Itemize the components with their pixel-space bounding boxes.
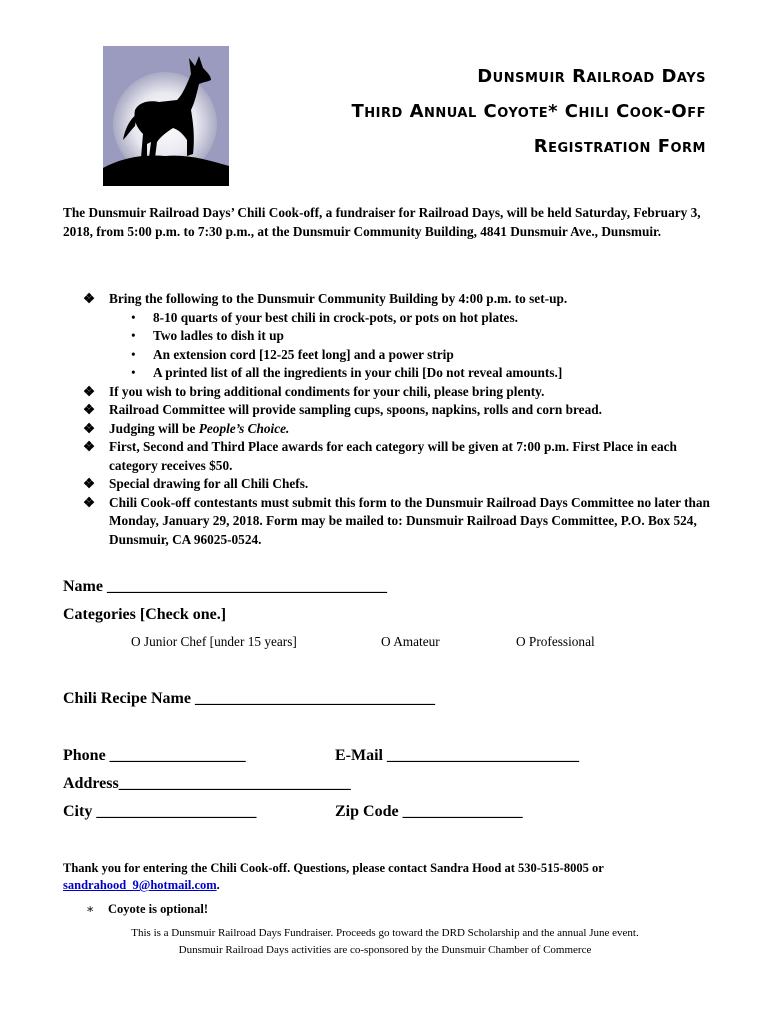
fundraiser-note: This is a Dunsmuir Railroad Days Fundraiser. Proceeds go toward the DRD Scholarship and the annual June event. bbox=[131, 927, 639, 939]
diamond-bullet-icon: ❖ bbox=[83, 420, 95, 436]
option-professional[interactable]: O Professional bbox=[516, 634, 595, 649]
diamond-bullet-icon: ❖ bbox=[83, 494, 95, 510]
coyote-note: ∗ Coyote is optional! bbox=[86, 902, 208, 916]
list-item: ❖ Railroad Committee will provide sampling cups, spoons, napkins, rolls and corn bread. bbox=[63, 401, 713, 420]
thanks-text: Thank you for entering the Chili Cook-off. Questions, please contact Sandra Hood at 530-515-8005 or bbox=[63, 861, 604, 875]
diamond-bullet-icon: ❖ bbox=[83, 291, 95, 306]
list-item: ❖ First, Second and Third Place awards for each category will be given at 7:00 p.m. First Place in each category receives $50. bbox=[83, 439, 677, 473]
city-field[interactable]: City ____________________ bbox=[63, 803, 257, 820]
zip-code-field[interactable]: Zip Code _______________ bbox=[335, 803, 523, 820]
email-field[interactable]: E-Mail ________________________ bbox=[335, 747, 579, 764]
title-event: Dunsmuir Railroad Days bbox=[477, 66, 706, 87]
diamond-bullet-icon: ❖ bbox=[83, 383, 95, 399]
dot-bullet-icon: • bbox=[131, 328, 136, 343]
recipe-name-field[interactable]: Chili Recipe Name ______________________________ bbox=[63, 690, 435, 707]
address-field[interactable]: Address_____________________________ bbox=[63, 775, 351, 792]
asterisk-icon: ∗ bbox=[86, 902, 95, 916]
list-item: ❖ Bring the following to the Dunsmuir Community Building by 4:00 p.m. to set-up. bbox=[63, 290, 713, 309]
title-registration-form: Registration Form bbox=[533, 136, 706, 157]
categories-label: Categories [Check one.] bbox=[63, 606, 227, 623]
contact-paragraph: Thank you for entering the Chili Cook-off. Questions, please contact Sandra Hood at 530-515-8005 or sandrahood_9@hotmail.com. bbox=[63, 861, 604, 892]
dot-bullet-icon: • bbox=[131, 365, 136, 380]
instructions-list bbox=[63, 290, 713, 549]
option-amateur[interactable]: O Amateur bbox=[381, 634, 440, 649]
name-field[interactable]: Name ___________________________________ bbox=[63, 578, 387, 595]
sub-list-item: • A printed list of all the ingredients in your chili [Do not reveal amounts.] bbox=[63, 364, 713, 383]
title-cookoff: Third Annual Coyote* Chili Cook-Off bbox=[351, 101, 706, 122]
sponsor-note: Dunsmuir Railroad Days activities are co-sponsored by the Dunsmuir Chamber of Commerce bbox=[178, 944, 592, 956]
intro-paragraph bbox=[63, 204, 713, 241]
sub-list-item: • 8-10 quarts of your best chili in crock-pots, or pots on hot plates. bbox=[63, 309, 713, 328]
dot-bullet-icon: • bbox=[131, 309, 136, 325]
judging-type: People’s Choice. bbox=[198, 420, 290, 436]
diamond-bullet-icon: ❖ bbox=[83, 402, 95, 417]
sub-list-item: • Two ladles to dish it up bbox=[63, 327, 713, 346]
option-junior-chef[interactable]: O Junior Chef [under 15 years] bbox=[131, 634, 297, 649]
sub-list-item: • An extension cord [12-25 feet long] and a power strip bbox=[63, 346, 713, 365]
diamond-bullet-icon: ❖ bbox=[83, 439, 95, 454]
list-item: ❖ Chili Cook-off contestants must submit this form to the Dunsmuir Railroad Days Committee no later than Monday, January 29, 2018. Form may be mailed to: Dunsmuir Railroad Days Committee, P.O. Box 524, Dunsmuir, CA 96025-0524. bbox=[83, 494, 710, 547]
contact-email-link[interactable]: sandrahood_9@hotmail.com bbox=[63, 878, 217, 892]
list-item: ❖ If you wish to bring additional condiments for your chili, please bring plenty. bbox=[63, 383, 713, 402]
coyote-logo bbox=[103, 46, 229, 186]
diamond-bullet-icon: ❖ bbox=[83, 476, 95, 491]
list-item: ❖ Special drawing for all Chili Chefs. bbox=[63, 475, 713, 494]
intro-text: The Dunsmuir Railroad Days’ Chili Cook-off, a fundraiser for Railroad Days, will be held Saturday, February 3, 2018, from 5:00 p.m. to 7:30 p.m., at the Dunsmuir Community Building, 4841 Dunsmuir Ave., Dunsmuir. bbox=[63, 205, 701, 239]
phone-field[interactable]: Phone _________________ bbox=[63, 747, 246, 764]
dot-bullet-icon: • bbox=[131, 346, 136, 362]
list-item: ❖ Judging will be People’s Choice. bbox=[63, 420, 713, 439]
